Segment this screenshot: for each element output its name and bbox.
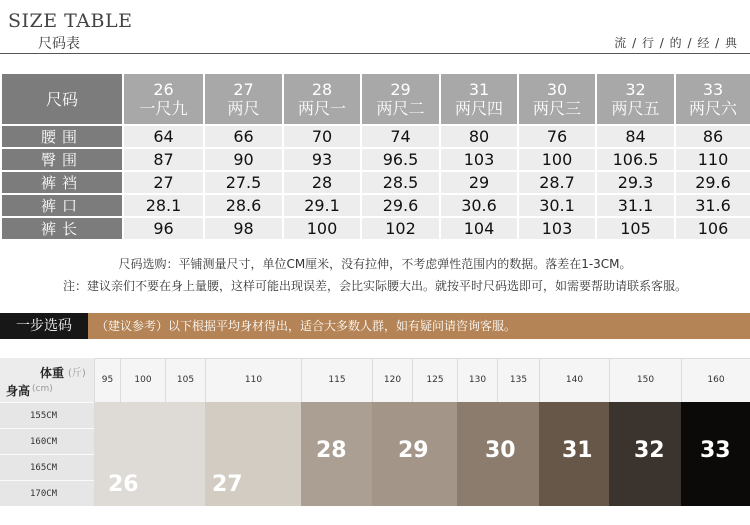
table-cell: 28.7	[518, 171, 596, 194]
table-cell: 29.1	[283, 194, 361, 217]
row-label: 裤口	[1, 194, 123, 217]
zone-label-26: 26	[108, 472, 139, 497]
zone-label-28: 28	[316, 438, 347, 463]
size-code: 30	[546, 80, 568, 99]
table-cell: 100	[283, 217, 361, 240]
size-name: 两尺三	[532, 99, 581, 118]
table-cell: 105	[596, 217, 675, 240]
waist-note: 注：建议亲们不要在身上量腰，这样可能出现误差，会比实际腰大出。就按平时尺码选即可，如需要帮助请联系客服。	[62, 279, 687, 293]
recommend-text: （建议参考）以下根据平均身材得出，适合大多数人群，如有疑问请咨询客服。	[96, 319, 517, 333]
size-code: 33	[702, 80, 724, 99]
table-cell: 28.5	[361, 171, 440, 194]
size-name: 一尺九	[139, 99, 188, 118]
size-name: 两尺	[227, 99, 260, 118]
height-cell: 165CM	[0, 454, 94, 480]
table-cell: 28.6	[204, 194, 283, 217]
page-title: SIZE TABLE	[8, 10, 133, 32]
size-code: 27	[233, 80, 254, 99]
table-cell: 86	[675, 125, 750, 148]
table-cell: 29.3	[596, 171, 675, 194]
size-column-header	[675, 73, 750, 125]
size-code: 28	[311, 80, 333, 99]
table-cell: 96.5	[361, 148, 440, 171]
table-cell: 66	[204, 125, 283, 148]
height-cell: 160CM	[0, 428, 94, 454]
weight-cell: 115	[301, 358, 372, 402]
zone-label-27: 27	[212, 472, 243, 497]
size-name: 两尺一	[297, 99, 346, 118]
table-cell: 80	[440, 125, 518, 148]
size-name: 两尺六	[688, 99, 737, 118]
table-cell: 93	[283, 148, 361, 171]
table-cell: 98	[204, 217, 283, 240]
height-unit: (cm)	[32, 384, 53, 394]
table-cell: 104	[440, 217, 518, 240]
table-cell: 102	[361, 217, 440, 240]
row-label: 裤长	[1, 217, 123, 240]
height-label: 身高	[6, 384, 31, 398]
table-cell: 31.1	[596, 194, 675, 217]
size-column-header	[204, 73, 283, 125]
tagline: 流 / 行 / 的 / 经 / 典	[614, 36, 738, 50]
table-cell: 76	[518, 125, 596, 148]
page-subtitle: 尺码表	[38, 36, 80, 52]
size-column-header	[283, 73, 361, 125]
chart-corner	[0, 358, 94, 402]
table-cell: 87	[123, 148, 204, 171]
table-cell: 31.6	[675, 194, 750, 217]
table-row-waist	[1, 125, 750, 148]
size-table	[0, 72, 750, 241]
recommend-banner	[0, 313, 750, 339]
height-cell: 170CM	[0, 480, 94, 506]
table-cell: 27.5	[204, 171, 283, 194]
size-column-header	[518, 73, 596, 125]
header-divider	[0, 53, 750, 54]
table-row-leg-opening	[1, 194, 750, 217]
size-name: 两尺二	[376, 99, 425, 118]
measurement-note: 尺码选购：平铺测量尺寸，单位CM厘米，没有拉伸，不考虑弹性范围内的数据。落差在1-3CM。	[118, 257, 632, 271]
weight-label: 体重	[40, 366, 65, 380]
table-cell: 29.6	[675, 171, 750, 194]
table-row-rise	[1, 171, 750, 194]
weight-cell: 120	[372, 358, 412, 402]
size-code: 31	[468, 80, 490, 99]
table-cell: 28.1	[123, 194, 204, 217]
table-cell: 30.1	[518, 194, 596, 217]
size-code: 26	[153, 80, 174, 99]
row-label: 裤裆	[1, 171, 123, 194]
table-cell: 90	[204, 148, 283, 171]
recommend-label: 一步选码	[0, 313, 88, 339]
size-column-header	[123, 73, 204, 125]
weight-cell: 160	[681, 358, 750, 402]
weight-cell: 135	[497, 358, 539, 402]
weight-cell: 140	[539, 358, 609, 402]
table-row-length	[1, 217, 750, 240]
table-cell: 103	[440, 148, 518, 171]
zone-label-33: 33	[700, 438, 731, 463]
height-cell: 155CM	[0, 402, 94, 428]
row-label: 臀围	[1, 148, 123, 171]
weight-cell: 150	[609, 358, 681, 402]
zone-label-31: 31	[562, 438, 593, 463]
table-cell: 70	[283, 125, 361, 148]
weight-cell: 105	[165, 358, 205, 402]
table-cell: 29.6	[361, 194, 440, 217]
size-column-header	[440, 73, 518, 125]
table-row-hip	[1, 148, 750, 171]
size-column-header	[361, 73, 440, 125]
table-cell: 74	[361, 125, 440, 148]
table-cell: 29	[440, 171, 518, 194]
weight-cell: 125	[412, 358, 457, 402]
table-cell: 106.5	[596, 148, 675, 171]
table-cell: 28	[283, 171, 361, 194]
size-code: 32	[625, 80, 646, 99]
size-table-header	[1, 73, 750, 125]
table-cell: 64	[123, 125, 204, 148]
weight-cell: 95	[94, 358, 120, 402]
size-code: 29	[390, 80, 411, 99]
row-label: 腰围	[1, 125, 123, 148]
size-name: 两尺五	[611, 99, 660, 118]
weight-cell: 110	[205, 358, 301, 402]
zone-label-29: 29	[398, 438, 429, 463]
table-cell: 84	[596, 125, 675, 148]
table-cell: 106	[675, 217, 750, 240]
table-cell: 96	[123, 217, 204, 240]
zone-label-30: 30	[485, 438, 516, 463]
zone-label-32: 32	[634, 438, 665, 463]
table-cell: 100	[518, 148, 596, 171]
weight-unit: (斤)	[68, 368, 86, 379]
size-column-header	[596, 73, 675, 125]
table-cell: 30.6	[440, 194, 518, 217]
size-corner-label: 尺码	[1, 73, 123, 125]
weight-cell: 100	[120, 358, 165, 402]
table-cell: 103	[518, 217, 596, 240]
size-name: 两尺四	[454, 99, 503, 118]
table-cell: 27	[123, 171, 204, 194]
table-cell: 110	[675, 148, 750, 171]
weight-cell: 130	[457, 358, 497, 402]
